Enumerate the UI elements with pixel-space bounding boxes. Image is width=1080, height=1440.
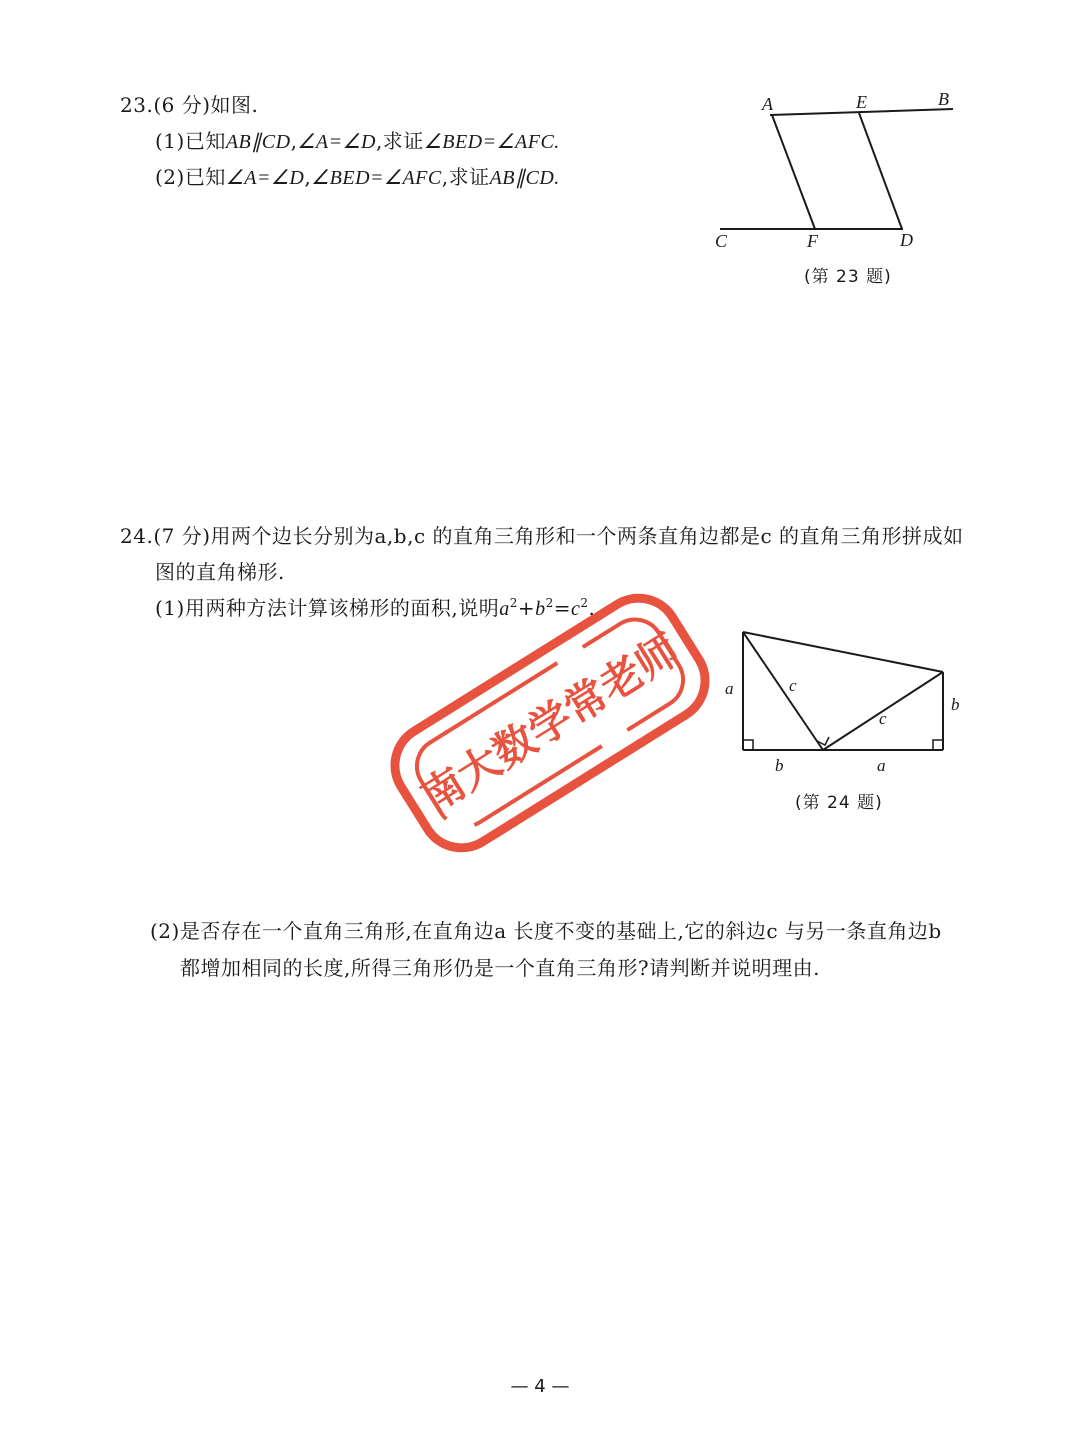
- q23-part1-given2: ∠A=∠D: [297, 131, 376, 153]
- q24-part2-line1: [150, 918, 942, 944]
- q24-part2-text1: 是否存在一个直角三角形,在直角边a 长度不变的基础上,它的斜边c 与另一条直角边b: [179, 919, 942, 943]
- q23-part1-sep2: ,求证: [375, 129, 424, 153]
- q24-part1-eq: =: [553, 596, 572, 620]
- q23-part2-prefix: 已知: [184, 165, 226, 189]
- q23-part1-prove: ∠BED=∠AFC.: [423, 131, 560, 153]
- q23-part1-prefix: 已知: [184, 129, 226, 153]
- q24-figure: [715, 620, 975, 790]
- q23-number: 23.: [120, 93, 154, 117]
- q23-part2-given2: ∠BED=∠AFC: [311, 167, 442, 189]
- q24-score: (7 分): [153, 524, 211, 548]
- q24-part1-plus: +: [517, 596, 536, 620]
- hypotenuse-left: [743, 632, 823, 750]
- q23-part2-prove: AB∥CD.: [489, 167, 560, 189]
- label-a: A: [762, 94, 773, 114]
- segment-af: [772, 115, 815, 229]
- label-a-left: a: [725, 679, 734, 698]
- segment-ed: [859, 113, 902, 229]
- q23-part2-given1: ∠A=∠D: [225, 167, 305, 189]
- q23-part1: [155, 128, 560, 155]
- q23-part2: [155, 164, 560, 191]
- q24-part1-end: .: [588, 596, 596, 620]
- q24-part1-exp-a: 2: [509, 596, 518, 610]
- watermark-stamp: [370, 588, 730, 858]
- q24-part1-b: b: [535, 598, 546, 620]
- label-c-left: c: [789, 676, 797, 695]
- q23-header: [120, 92, 258, 118]
- q24-number: 24.: [120, 524, 154, 548]
- label-d: D: [900, 230, 913, 250]
- q24-figure-caption: (第 24 题): [795, 793, 883, 813]
- label-b-right: b: [951, 695, 960, 714]
- q24-text-line1: 用两个边长分别为a,b,c 的直角三角形和一个两条直角边都是c 的直角三角形拼成如: [210, 524, 964, 548]
- label-c: C: [715, 231, 728, 251]
- q24-part2-label: (2): [150, 919, 180, 943]
- q24-part1-a: a: [499, 598, 510, 620]
- label-a-bottom: a: [877, 756, 886, 775]
- watermark-text: 南大数学常老师: [412, 624, 688, 823]
- q24-part1-exp-c: 2: [580, 596, 589, 610]
- q24-line1: [120, 523, 964, 549]
- q23-part2-sep1: ,: [304, 165, 312, 189]
- q23-part2-label: (2): [155, 165, 185, 189]
- q24-part1-exp-b: 2: [545, 596, 554, 610]
- q23-part1-sep1: ,: [290, 129, 298, 153]
- trapezoid-top: [743, 632, 943, 672]
- label-e: E: [856, 92, 867, 112]
- label-b-bottom: b: [775, 756, 784, 775]
- q24-part2-line2: 都增加相同的长度,所得三角形仍是一个直角三角形?请判断并说明理由.: [180, 956, 820, 980]
- label-f: F: [807, 231, 818, 251]
- q23-part1-label: (1): [155, 129, 185, 153]
- label-c-right: c: [879, 709, 887, 728]
- q23-intro: 如图.: [210, 93, 259, 117]
- q24-part1-text: 用两种方法计算该梯形的面积,说明: [184, 596, 500, 620]
- label-b: B: [938, 89, 949, 109]
- page-number: — 4 —: [510, 1376, 570, 1397]
- q24-line2: 图的直角梯形.: [155, 560, 285, 584]
- q24-part1-c: c: [571, 598, 581, 620]
- q23-figure-caption: (第 23 题): [804, 267, 892, 287]
- right-angle-mark-right: [933, 740, 943, 750]
- q23-figure: [700, 85, 970, 265]
- q23-score: (6 分): [153, 93, 211, 117]
- q23-part2-sep2: ,求证: [441, 165, 490, 189]
- q24-part1-label: (1): [155, 596, 185, 620]
- right-angle-mark-left: [743, 740, 753, 750]
- q23-part1-given1: AB∥CD: [225, 131, 291, 153]
